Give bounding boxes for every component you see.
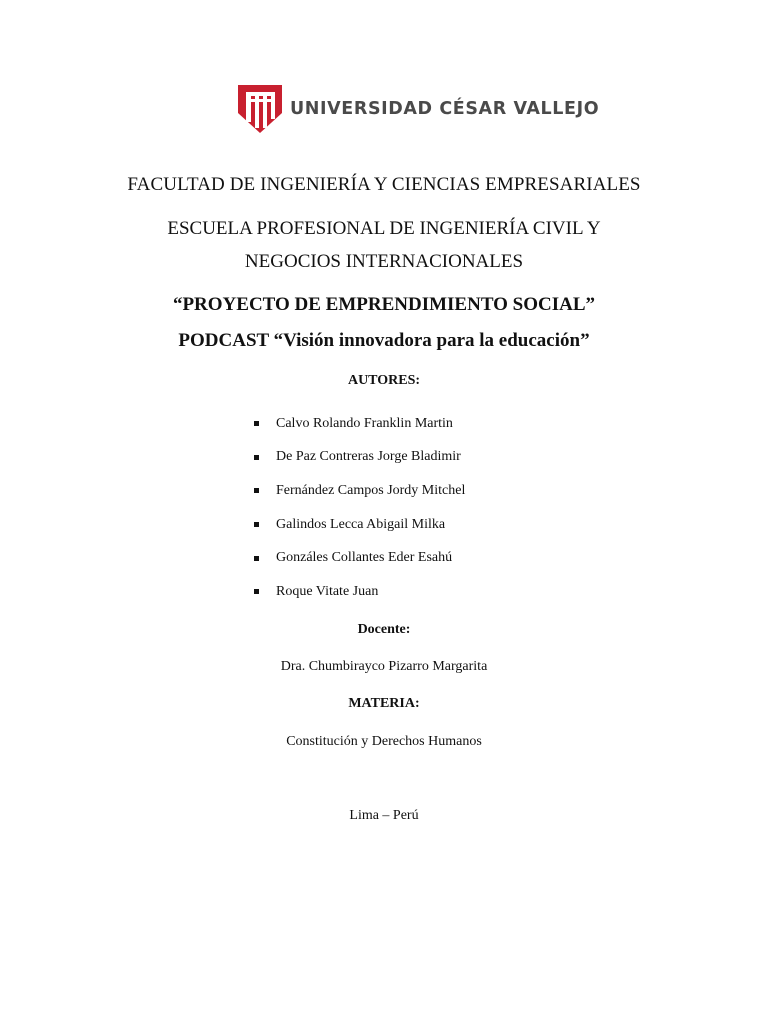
author-name: Galindos Lecca Abigail Milka [276,516,446,532]
author-name: Roque Vitate Juan [276,583,379,599]
square-bullet-icon [254,556,259,561]
location: Lima – Perú [349,808,419,823]
list-item [254,407,465,441]
university-logo [238,84,599,134]
square-bullet-icon [254,488,259,493]
teacher-name: Dra. Chumbirayco Pizarro Margarita [280,659,488,674]
authors-label: AUTORES: [347,373,421,388]
square-bullet-icon [254,589,259,594]
list-item [254,474,465,508]
project-title: “PROYECTO DE EMPRENDIMIENTO SOCIAL” [172,294,596,315]
author-name: De Paz Contreras Jorge Bladimir [276,449,461,465]
teacher-label: Docente: [357,622,411,637]
author-name: Gonzáles Collantes Eder Esahú [276,550,453,566]
list-item [254,575,465,609]
subject-label: MATERIA: [348,696,420,711]
square-bullet-icon [254,522,259,527]
school-title-line1: ESCUELA PROFESIONAL DE INGENIERÍA CIVIL Y [167,218,601,239]
author-name: Calvo Rolando Franklin Martin [276,415,453,431]
square-bullet-icon [254,421,259,426]
subject-name: Constitución y Derechos Humanos [286,734,482,749]
university-shield-icon [238,85,282,133]
list-item [254,508,465,542]
list-item [254,441,465,475]
school-title-line2: NEGOCIOS INTERNACIONALES [244,251,524,272]
podcast-title: PODCAST “Visión innovadora para la educación” [178,330,590,351]
square-bullet-icon [254,455,259,460]
university-name: UNIVERSIDAD CÉSAR VALLEJO [290,99,600,119]
list-item [254,541,465,575]
authors-list [254,407,465,609]
faculty-title: FACULTAD DE INGENIERÍA Y CIENCIAS EMPRESARIALES [127,174,641,195]
author-name: Fernández Campos Jordy Mitchel [276,482,466,498]
